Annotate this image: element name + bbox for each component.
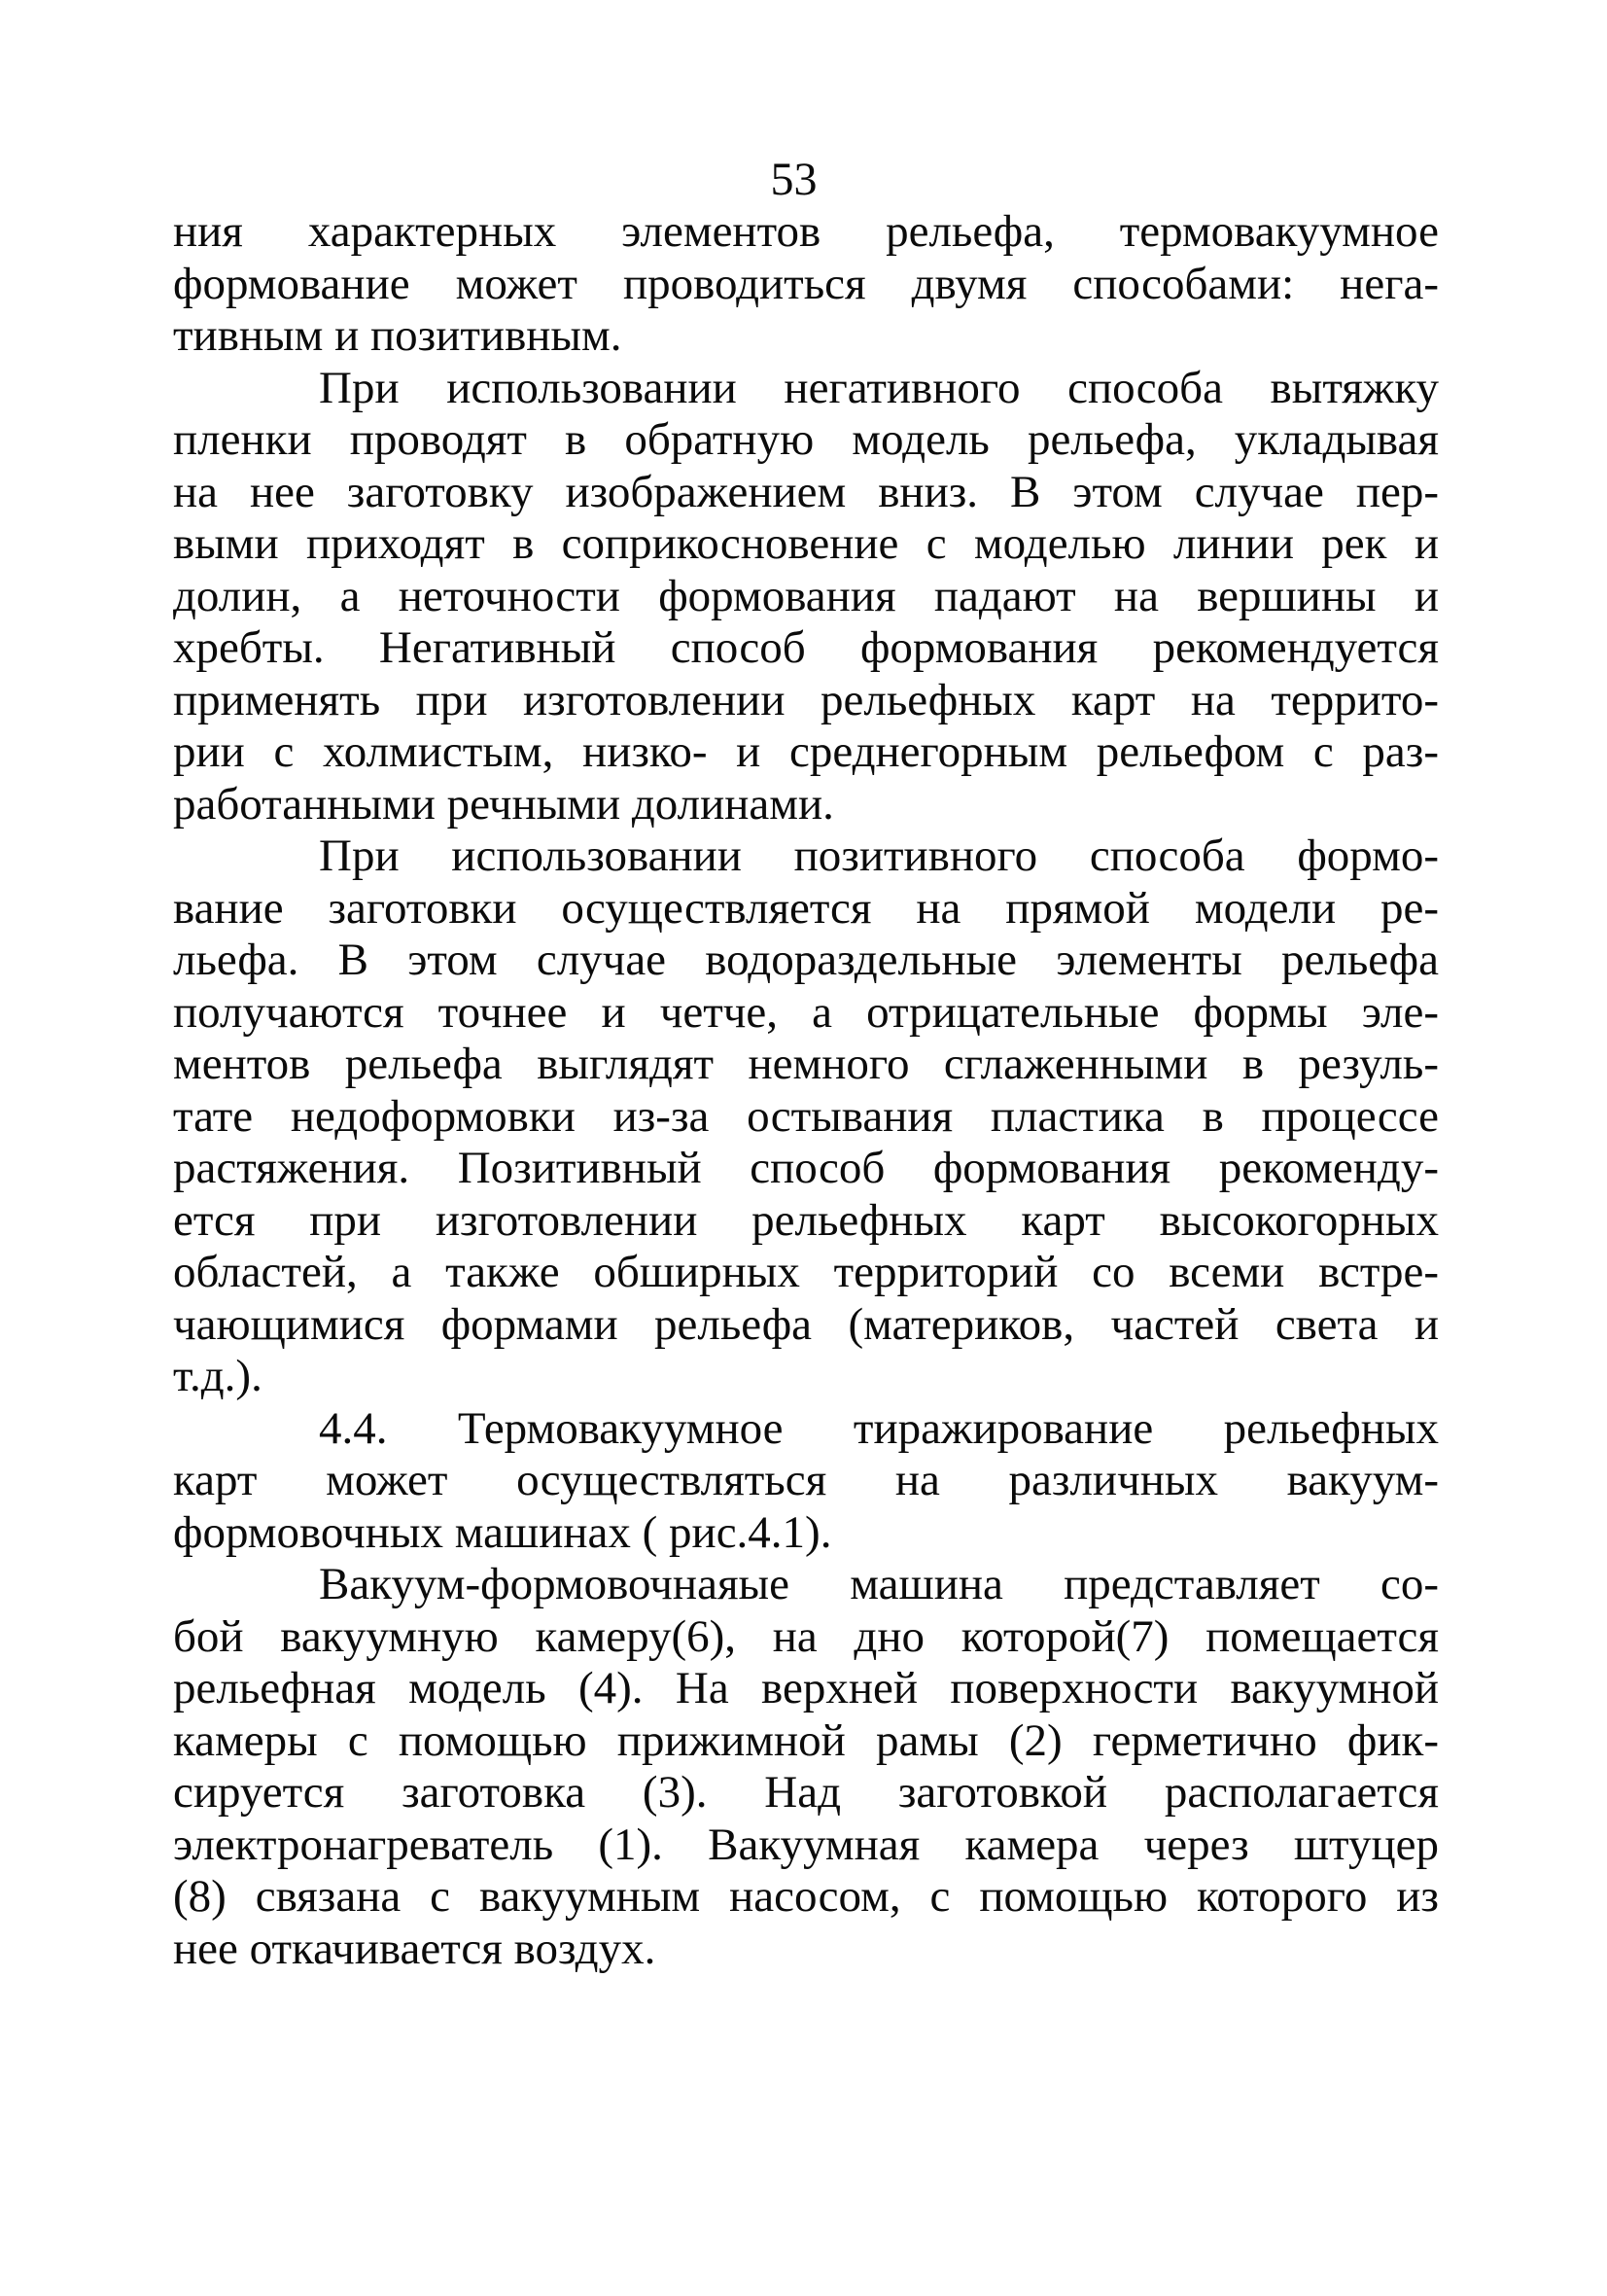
paragraph	[173, 206, 1439, 363]
text-line: Вакуум-формовочнаяые машина представляет со-	[319, 1559, 1439, 1609]
text-line: работанными речными долинами.	[173, 778, 834, 830]
text-line: тивным и позитивным.	[173, 310, 622, 361]
text-line: ния характерных элементов рельефа, термовакуумное	[173, 206, 1439, 257]
text-line: вание заготовки осуществляется на прямой модели ре-	[173, 882, 1439, 934]
text-line: карт может осуществляться на различных вакуум-	[173, 1455, 1439, 1505]
paragraph	[173, 1559, 1439, 1975]
text-line: областей, а также обширных территорий со всеми встре-	[173, 1247, 1439, 1297]
text-line: ментов рельефа выглядят немного сглаженными в резуль-	[173, 1039, 1439, 1089]
text-line: 4.4. Термовакуумное тиражирование рельефных	[319, 1402, 1439, 1454]
text-line: камеры с помощью прижимной рамы (2) герметично фик-	[173, 1714, 1439, 1766]
text-line: хребты. Негативный способ формования рекомендуется	[173, 622, 1439, 673]
text-line: долин, а неточности формования падают на вершины и	[173, 570, 1439, 621]
text-line: сируется заготовка (3). Над заготовкой располагается	[173, 1767, 1439, 1818]
text-line: нее откачивается воздух.	[173, 1923, 656, 1974]
paragraph	[173, 1403, 1439, 1560]
text-line: на нее заготовку изображением вниз. В этом случае пер-	[173, 466, 1439, 517]
text-line: льефа. В этом случае водораздельные элементы рельефа	[173, 935, 1439, 985]
text-line: пленки проводят в обратную модель рельефа, укладывая	[173, 414, 1439, 465]
text-line: рии с холмистым, низко- и среднегорным рельефом с раз-	[173, 726, 1439, 777]
text-line: При использовании негативного способа вытяжку	[319, 362, 1439, 413]
text-line: т.д.).	[173, 1351, 262, 1401]
paragraph	[173, 830, 1439, 1403]
text-line: чающимися формами рельефа (материков, частей света и	[173, 1298, 1439, 1350]
text-line: рельефная модель (4). На верхней поверхности вакуумной	[173, 1663, 1439, 1713]
text-line: получаются точнее и четче, а отрицательные формы эле-	[173, 986, 1439, 1038]
text-line: формование может проводиться двумя способами: нега-	[173, 258, 1439, 309]
text-line: электронагреватель (1). Вакуумная камера через штуцер	[173, 1819, 1439, 1870]
text-line: применять при изготовлении рельефных карт на террито-	[173, 674, 1439, 725]
text-line: При использовании позитивного способа формо-	[319, 830, 1439, 881]
text-line: (8) связана с вакуумным насосом, с помощью которого из	[173, 1871, 1439, 1922]
text-line: растяжения. Позитивный способ формования рекоменду-	[173, 1143, 1439, 1193]
page-number: 53	[770, 154, 818, 205]
text-line: ется при изготовлении рельефных карт высокогорных	[173, 1194, 1439, 1246]
text-line: выми приходят в соприкосновение с моделью линии рек и	[173, 518, 1439, 569]
text-line: формовочных машинах ( рис.4.1).	[173, 1506, 832, 1558]
text-line: бой вакуумную камеру(6), на дно которой(7) помещается	[173, 1610, 1439, 1662]
paragraph	[173, 363, 1439, 831]
text-line: тате недоформовки из-за остывания пластика в процессе	[173, 1090, 1439, 1142]
body-text	[173, 206, 1439, 1975]
